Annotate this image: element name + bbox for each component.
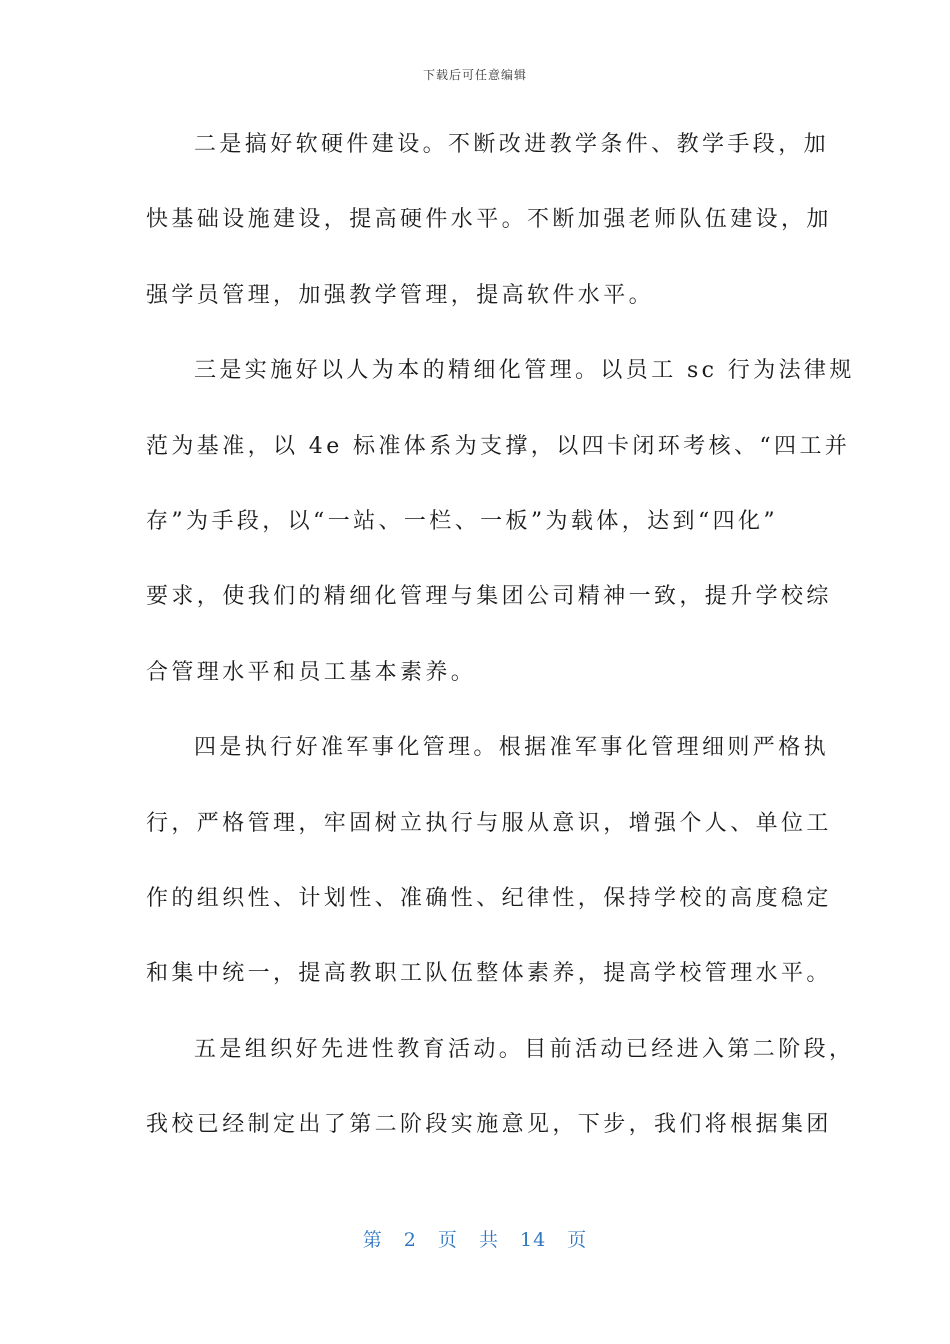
paragraph-line: 二是搞好软硬件建设。不断改进教学条件、教学手段，加 [194, 132, 830, 157]
paragraph-line: 我校已经制定出了第二阶段实施意见，下步，我们将根据集团 [146, 1112, 832, 1138]
paragraph-line: 行，严格管理，牢固树立执行与服从意识，增强个人、单位工 [146, 810, 832, 836]
paragraph-line: 强学员管理，加强教学管理，提高软件水平。 [146, 282, 655, 308]
footer-page-word: 页 [437, 1229, 458, 1251]
paragraph-line: 存”为手段，以“一站、一栏、一板”为载体，达到“四化” [146, 508, 779, 534]
paragraph-line: 四是执行好准军事化管理。根据准军事化管理细则严格执 [194, 735, 830, 761]
paragraph-line: 合管理水平和员工基本素养。 [146, 659, 477, 685]
page-header: 下载后可任意编辑 [422, 68, 527, 82]
footer-total-word: 共 [478, 1229, 499, 1251]
paragraph-line: 快基础设施建设，提高硬件水平。不断加强老师队伍建设，加 [146, 207, 832, 233]
paragraph-line: 作的组织性、计划性、准确性、纪律性，保持学校的高度稳定 [146, 885, 832, 911]
document-body [146, 127, 855, 1182]
total-pages: 14 [520, 1229, 547, 1251]
paragraph-line: 三是实施好以人为本的精细化管理。以员工 sc 行为法律规 [194, 358, 855, 384]
footer-prefix: 第 [362, 1229, 383, 1251]
current-page-number: 2 [403, 1229, 417, 1251]
paragraph-line: 要求，使我们的精细化管理与集团公司精神一致，提升学校综 [146, 584, 832, 610]
footer-suffix: 页 [567, 1229, 588, 1251]
page-footer [0, 1225, 950, 1252]
paragraph-line: 和集中统一，提高教职工队伍整体素养，提高学校管理水平。 [146, 961, 832, 987]
paragraph-line: 范为基准，以 4e 标准体系为支撑，以四卡闭环考核、“四工并 [146, 433, 851, 459]
paragraph-line: 五是组织好先进性教育活动。目前活动已经进入第二阶段， [194, 1036, 855, 1062]
